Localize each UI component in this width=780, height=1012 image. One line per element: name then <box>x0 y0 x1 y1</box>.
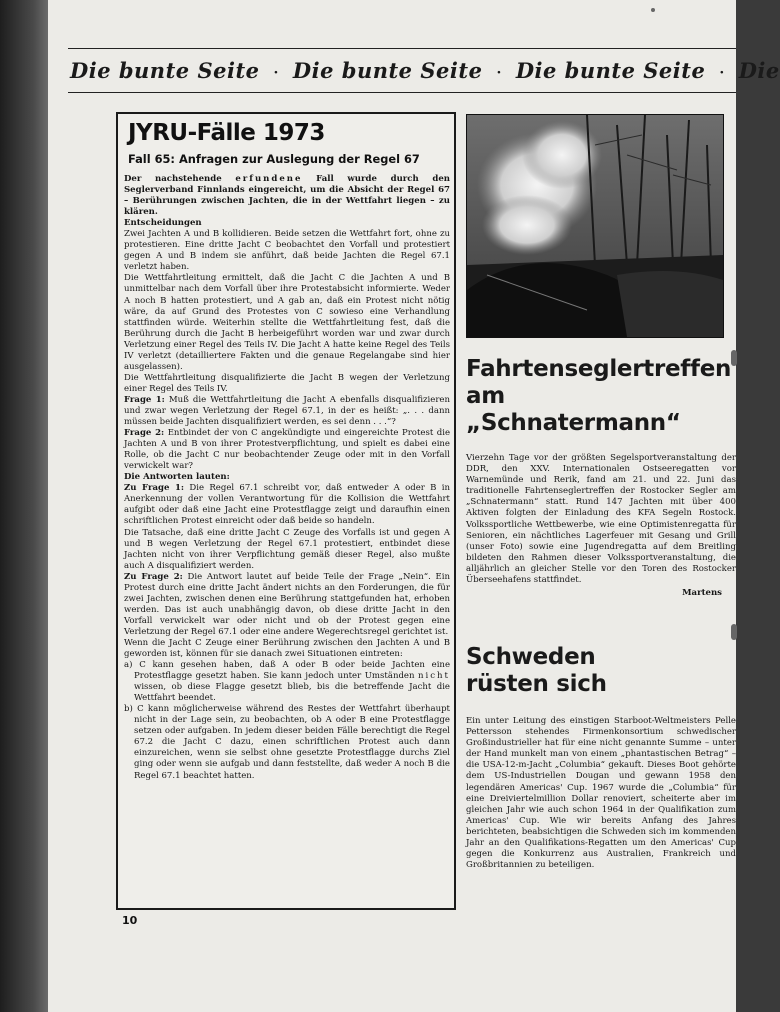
story1-headline <box>466 356 736 437</box>
campfire-photo <box>466 114 724 338</box>
story2-body <box>466 716 736 871</box>
story2-text: Ein unter Leitung des einstigen Starboot-Weltmeisters Pelle Pettersson stehendes Firmenkonsortium schwedischer Großindustrieller hat für eine nicht genannte Summe – unter der Hand munkelt man von einem „phantastischen Betrag“ – die USA-12-m-Jacht „Columbia“ gekauft. Dieses Boot gehörte dem US-Industriellen Dougan und gewann 1958 den legendären Americas' Cup. 1967 wurde die „Columbia“ für eine Dreiviertelmillion Dollar renoviert, scheiterte aber im gleichen Jahr wie auch schon 1964 in der Qualifikation zum Americas' Cup. Wie wir bereits Anfang des Jahres berichteten, beabsichtigen die Schweden sich im kommenden Jahr an den Qualifikations-Regatten um den Americas' Cup gegen die Konkurrenz aus Australien, Frankreich und Großbritannien zu beteiligen. <box>466 716 736 871</box>
book-binding-shadow <box>0 0 48 1012</box>
paragraph: Zwei Jachten A und B kollidieren. Beide setzen die Wettfahrt fort, ohne zu protestieren. Eine dritte Jacht C beobachtet den Vorfall und protestiert gegen A und B indem sie anführt, daß beide Jachten die Regel 67.1 verletzt haben. <box>124 229 450 273</box>
answer-1 <box>124 483 450 527</box>
answer-label: Zu Frage 2: <box>124 571 183 582</box>
list-text: wissen, ob diese Flagge gesetzt blieb, bis die betreffende Jacht die Wettfahrt beendet. <box>134 682 450 704</box>
headline-line: Fahrtenseglertreffen <box>466 356 732 382</box>
question-1 <box>124 395 450 428</box>
edge-mark <box>731 350 737 366</box>
answer-text: Die Antwort lautet auf beide Teile der Frage „Nein“. Ein Protest durch eine dritte Jacht ändert nichts an den Forderungen, die für zwei Jachten, zwischen denen eine Berührung stattgefunden hat, erhoben werden. Das ist auch unabhängig davon, ob diese dritte Jacht in den Vorfall verwickelt war oder nicht und ob der Protest gegen eine Verletzung der Regel 67.1 oder eine andere Wegerechtsregel gerichtet ist. <box>124 571 450 637</box>
banner-rule <box>68 92 736 93</box>
list-spaced-word: nicht <box>418 671 450 682</box>
list-text: a) C kann gesehen haben, daß A oder B oder beide Jachten eine Protestflagge gesetzt haben. Sie kann jedoch unter Umständen <box>124 660 450 682</box>
list-item-a <box>124 660 450 704</box>
question-2 <box>124 428 450 472</box>
answer-text: Die Regel 67.1 schreibt vor, daß entweder A oder B in Anerkennung der vollen Verantwortung für die Kollision die Wettfahrt aufgibt oder daß eine Jacht eine Protestflagge zeigt und daraufhin einen schriftlichen Protest einreicht oder daß beide so handeln. <box>124 483 450 527</box>
paragraph: Die Wettfahrtleitung disqualifizierte die Jacht B wegen der Verletzung einer Regel des Teils IV. <box>124 372 450 394</box>
answer-label: Zu Frage 1: <box>124 483 185 494</box>
banner-separator: · <box>496 64 502 81</box>
paragraph: Die Tatsache, daß eine dritte Jacht C Zeuge des Vorfalls ist und gegen A und B wegen Verletzung der Regel 67.1 protestiert, entbindet diese Jachten nicht von ihrer Verpflichtung gemäß dieser Regel, also mußte auch A disqualifiziert werden. <box>124 527 450 571</box>
question-text: Entbindet der von C angekündigte und eingereichte Protest die Jachten A und B von ihrer Protestverpflichtung, und spielt es dabei eine Rolle, ob die Jacht C nur beobachtender Zeuge oder mit in den Vorfall verwickelt war? <box>124 428 450 472</box>
banner-separator: · <box>273 64 279 81</box>
question-text: Muß die Wettfahrtleitung die Jacht A ebenfalls disqualifizieren und zwar wegen Verletzung der Regel 67.1, in der es heißt: „. . . dann müssen beide Jachten disqualifiziert werden, es sei denn . . .“? <box>124 394 450 428</box>
intro-text: Der nachstehende <box>124 174 236 184</box>
question-label: Frage 1: <box>124 394 165 405</box>
article-subtitle: Fall 65: Anfragen zur Auslegung der Regel 67 <box>128 152 420 166</box>
banner-separator: · <box>719 64 725 81</box>
headline-line: „Schnatermann“ <box>466 410 681 436</box>
answer-2 <box>124 572 450 638</box>
headline-line: rüsten sich <box>466 671 607 697</box>
banner-segment: Die bunte Seite <box>70 58 260 83</box>
story1-signature: Martens <box>682 588 722 599</box>
section-banner <box>70 58 780 88</box>
intro-spaced-word: erfundene <box>235 174 303 184</box>
story1-text: Vierzehn Tage vor der größten Segelsportveranstaltung der DDR, den XXV. Internationalen Ostseeregatten vor Warnemünde und Rerik, fand am 21. und 22. Juni das traditionelle Fahrtenseglertreffen der Rostocker Segler am „Schnatermann“ statt. Rund 147 Jachten mit über 400 Aktiven folgten der Einladung des KFA Segeln Rostock. Volkssportliche Wettbewerbe, wie eine Optimistenregatta für Senioren, ein nächtliches Lagerfeuer mit Gesang und Grill (unser Foto) sowie eine Jugendregatta auf dem Breitling bildeten den Rahmen dieser Volkssportveranstaltung, die alljährlich an gleicher Stelle vor den Toren des Rostocker Überseehafens stattfindet. <box>466 453 736 586</box>
banner-segment: Die bunte Seite <box>515 58 706 83</box>
banner-segment: Die bunte Seite <box>292 58 483 83</box>
story1-body <box>466 453 736 599</box>
print-speck <box>651 8 655 12</box>
decisions-heading: Entscheidungen <box>124 218 202 229</box>
paragraph: Die Wettfahrtleitung ermittelt, daß die Jacht C die Jachten A und B unmittelbar nach dem Vorfall über ihre Protestabsicht informierte. Weder A noch B hatten protestiert, und A gab an, daß ein Protest nicht nötig wäre, da auf Grund des Protestes von C sowieso eine Verhandlung stattfinden würde. Weiterhin stellte die Wettfahrtleitung fest, daß die Berührung durch die Jacht B herbeigeführt worden war und zwar durch Verletzung einer Regel des Teils IV. Die Jacht A hatte keine Regel des Teils IV verletzt (detailliertere Fakten und die genaue Regelangabe sind hier ausgelassen). <box>124 273 450 372</box>
answers-heading: Die Antworten lauten: <box>124 472 230 483</box>
article-title: JYRU-Fälle 1973 <box>128 120 325 146</box>
jyru-article-box <box>116 112 456 910</box>
story2-headline <box>466 644 736 698</box>
intro-text: Fall wurde durch den Seglerverband Finnlands eingereicht, um die Absicht der Regel 67 – Berührungen zwischen Jachten, die in der Wettfahrt liegen – zu klären. <box>124 174 451 218</box>
question-label: Frage 2: <box>124 428 165 439</box>
headline-line: am <box>466 383 505 409</box>
list-item-b: b) C kann möglicherweise während des Restes der Wettfahrt überhaupt nicht in der Lage sein, zu beobachten, ob A oder B eine Protestflagge setzen oder aufgaben. In jedem dieser beiden Fälle berechtigt die Regel 67.2 die Jacht C dazu, einen schriftlichen Protest auch dann einzureichen, wenn sie selbst ohne gesetzte Protestflagge durchs Ziel ging oder wenn sie aufgab und dann feststellte, daß weder A noch B die Regel 67.1 beachtet hatten. <box>124 704 450 781</box>
edge-mark <box>731 624 737 640</box>
banner-segment: Die <box>738 58 780 83</box>
page-number: 10 <box>122 914 138 927</box>
headline-line: Schweden <box>466 644 596 670</box>
article-body <box>124 174 450 782</box>
paragraph: Wenn die Jacht C Zeuge einer Berührung zwischen den Jachten A und B geworden ist, können für sie danach zwei Situationen eintreten: <box>124 637 450 660</box>
article-intro <box>124 174 450 218</box>
photo-illustration <box>467 115 723 337</box>
top-rule <box>68 48 736 49</box>
